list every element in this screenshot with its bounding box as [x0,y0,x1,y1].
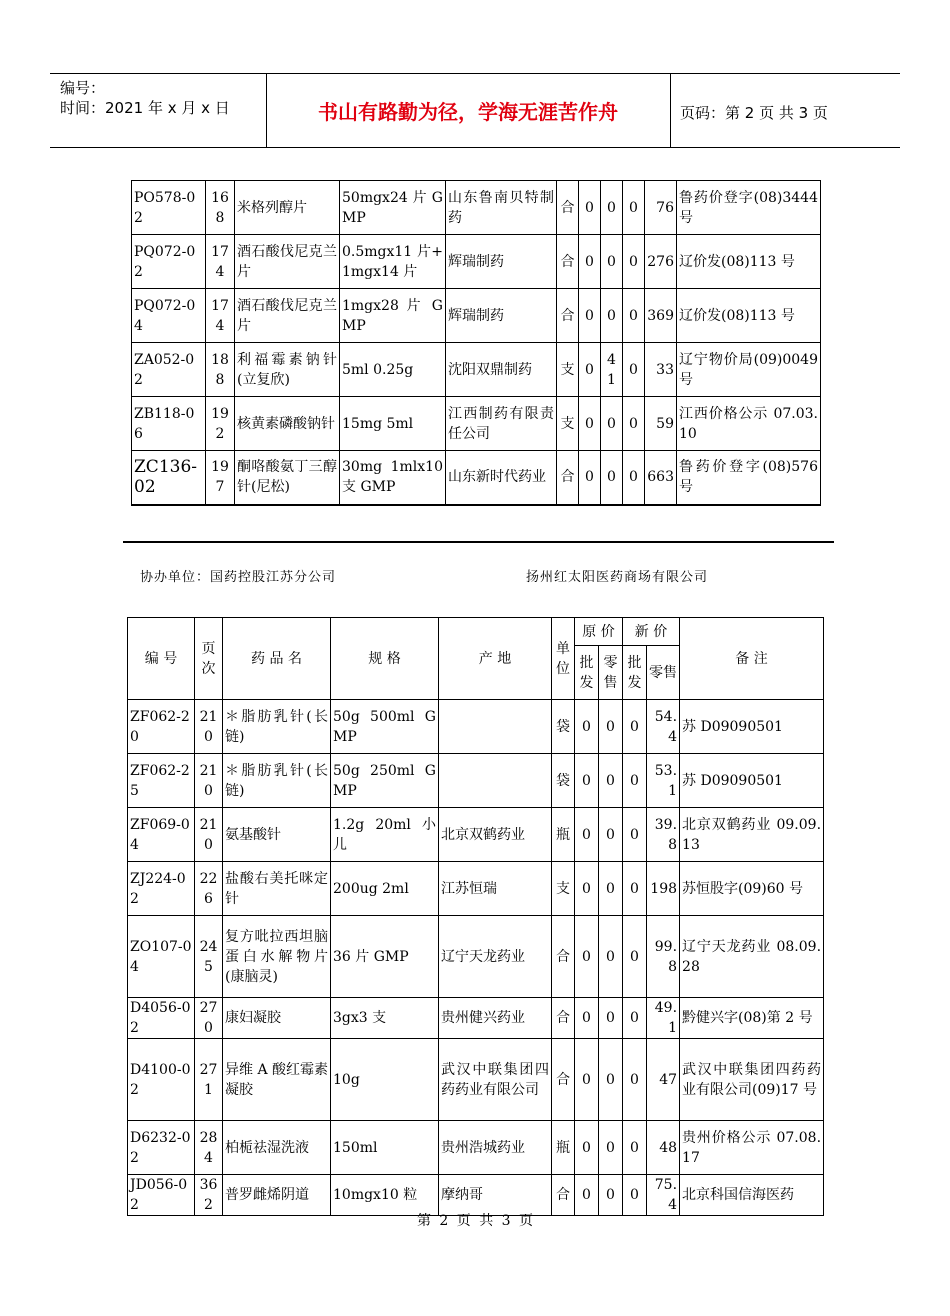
cell-origin [439,754,552,808]
cell-page: 174 [206,289,235,343]
cell-spec: 1mgx28 片 GMP [340,289,446,343]
cell-origin: 沈阳双鼎制药 [446,343,557,397]
cell-unit: 合 [557,289,579,343]
cell-origin: 武汉中联集团四药药业有限公司 [439,1039,552,1121]
cell-page: 284 [195,1121,223,1175]
cell-note: 鲁药价登字(08)3444 号 [677,181,821,235]
cell-note: 辽价发(08)113 号 [677,235,821,289]
table-row [128,754,824,808]
cooperation-right: 扬州红太阳医药商场有限公司 [526,570,709,585]
cell-page: 210 [195,700,223,754]
cell-name: 酮咯酸氨丁三醇针(尼松) [235,451,340,505]
price-table [127,617,824,1216]
table-row [128,916,824,998]
cell-unit: 合 [557,451,579,505]
cell-spec: 50g 500ml GMP [331,700,439,754]
cell-old-retail: 0 [601,397,623,451]
header-new-retail: 零售 [647,646,680,700]
cell-note: 辽价发(08)113 号 [677,289,821,343]
cell-origin: 辉瑞制药 [446,289,557,343]
cell-old-wholesale: 0 [579,343,601,397]
cell-origin: 山东鲁南贝特制药 [446,181,557,235]
cell-new-retail: 48 [647,1121,680,1175]
cell-spec: 0.5mgx11 片+1mgx14 片 [340,235,446,289]
cell-note: 辽宁天龙药业 08.09.28 [680,916,824,998]
cell-code: D6232-02 [128,1121,195,1175]
cell-new-wholesale: 0 [623,916,647,998]
cell-page: 245 [195,916,223,998]
cell-page: 226 [195,862,223,916]
table-row [128,1039,824,1121]
cell-old-retail: 0 [601,181,623,235]
cell-new-retail: 76 [645,181,677,235]
header-old-price: 原 价 [575,618,623,646]
cell-name: 核黄素磷酸钠针 [235,397,340,451]
header-name: 药 品 名 [223,618,331,700]
cell-unit: 合 [557,235,579,289]
cell-note: 鲁药价登字(08)576 号 [677,451,821,505]
table-row [132,397,821,451]
cell-new-retail: 59 [645,397,677,451]
cell-old-wholesale: 0 [579,451,601,505]
cell-name: 康妇凝胶 [223,998,331,1039]
cell-origin: 北京双鹤药业 [439,808,552,862]
header-code: 编 号 [128,618,195,700]
cell-note: 北京科国信海医药 [680,1175,824,1216]
cell-spec: 10mgx10 粒 [331,1175,439,1216]
number-label: 编号： [60,79,106,97]
cell-spec: 1.2g 20ml 小儿 [331,808,439,862]
cell-new-wholesale: 0 [623,754,647,808]
cell-unit: 瓶 [552,808,575,862]
cell-note: 苏 D09090501 [680,754,824,808]
header-new-wholesale: 批发 [623,646,647,700]
cell-old-wholesale: 0 [575,1175,599,1216]
cell-spec: 36 片 GMP [331,916,439,998]
cell-new-retail: 54.4 [647,700,680,754]
cell-old-wholesale: 0 [575,1039,599,1121]
cell-page: 174 [206,235,235,289]
cell-name: 异维 A 酸红霉素凝胶 [223,1039,331,1121]
cell-new-retail: 47 [647,1039,680,1121]
cell-unit: 合 [552,1039,575,1121]
cell-note: 北京双鹤药业 09.09.13 [680,808,824,862]
cell-new-retail: 53.1 [647,754,680,808]
cell-unit: 袋 [552,700,575,754]
cell-spec: 30mg 1mlx10 支 GMP [340,451,446,505]
cell-new-wholesale: 0 [623,862,647,916]
cell-note: 武汉中联集团四药药业有限公司(09)17 号 [680,1039,824,1121]
cell-new-retail: 369 [645,289,677,343]
cell-new-wholesale: 0 [623,343,645,397]
cell-old-retail: 0 [599,700,623,754]
cell-note: 苏 D09090501 [680,700,824,754]
cell-spec: 3gx3 支 [331,998,439,1039]
cell-old-wholesale: 0 [575,998,599,1039]
cell-unit: 合 [552,998,575,1039]
cell-unit: 支 [557,397,579,451]
cell-code: PO578-02 [132,181,206,235]
cell-spec: 10g [331,1039,439,1121]
cell-code: D4056-02 [128,998,195,1039]
cell-old-wholesale: 0 [575,700,599,754]
cell-page: 271 [195,1039,223,1121]
header-note: 备 注 [680,618,824,700]
cell-unit: 袋 [552,754,575,808]
cell-new-retail: 276 [645,235,677,289]
cell-old-wholesale: 0 [575,808,599,862]
cell-code: PQ072-04 [132,289,206,343]
cell-code: JD056-02 [128,1175,195,1216]
cell-unit: 合 [557,181,579,235]
cell-name: 米格列醇片 [235,181,340,235]
cell-name: 盐酸右美托咪定针 [223,862,331,916]
cell-origin: 贵州健兴药业 [439,998,552,1039]
price-table-continued [131,180,821,506]
cell-origin: 辽宁天龙药业 [439,916,552,998]
cell-new-retail: 75.4 [647,1175,680,1216]
cell-new-retail: 99.8 [647,916,680,998]
cell-new-retail: 663 [645,451,677,505]
header-new-price: 新 价 [623,618,680,646]
header-page: 页次 [195,618,223,700]
cell-spec: 15mg 5ml [340,397,446,451]
table-row [132,451,821,505]
cell-origin [439,700,552,754]
cell-old-wholesale: 0 [575,754,599,808]
cell-unit: 合 [552,1175,575,1216]
cell-old-retail: 0 [599,998,623,1039]
cell-new-retail: 33 [645,343,677,397]
cell-old-retail: 0 [599,1039,623,1121]
cell-name: 柏栀祛湿洗液 [223,1121,331,1175]
cell-new-retail: 49.1 [647,998,680,1039]
time-label: 时间：2021 年 x 月 x 日 [60,99,230,117]
cell-note: 黔健兴字(08)第 2 号 [680,998,824,1039]
cell-name: 酒石酸伐尼克兰片 [235,235,340,289]
cell-old-wholesale: 0 [579,289,601,343]
table-row [132,289,821,343]
cell-page: 197 [206,451,235,505]
cell-new-wholesale: 0 [623,397,645,451]
cell-note: 苏恒股字(09)60 号 [680,862,824,916]
table-row [128,1121,824,1175]
cell-origin: 江苏恒瑞 [439,862,552,916]
cell-origin: 江西制药有限责任公司 [446,397,557,451]
cell-new-wholesale: 0 [623,808,647,862]
cell-note: 辽宁物价局(09)0049 号 [677,343,821,397]
cell-new-retail: 198 [647,862,680,916]
cell-old-retail: 0 [599,754,623,808]
cell-old-retail: 41 [601,343,623,397]
cell-unit: 瓶 [552,1121,575,1175]
document-header [50,73,900,148]
cell-code: ZF069-04 [128,808,195,862]
table-row [128,700,824,754]
cell-new-wholesale: 0 [623,998,647,1039]
cell-unit: 支 [557,343,579,397]
cell-name: 利福霉素钠针(立复欣) [235,343,340,397]
header-old-retail: 零售 [599,646,623,700]
cell-old-wholesale: 0 [579,181,601,235]
cell-code: ZA052-02 [132,343,206,397]
cell-code: ZF062-25 [128,754,195,808]
cell-name: 酒石酸伐尼克兰片 [235,289,340,343]
cell-old-retail: 0 [599,1175,623,1216]
cell-new-wholesale: 0 [623,1121,647,1175]
header-divider [670,74,671,147]
cell-unit: 支 [552,862,575,916]
cell-new-wholesale: 0 [623,1039,647,1121]
cell-new-wholesale: 0 [623,1175,647,1216]
cell-name: 普罗雌烯阴道 [223,1175,331,1216]
cell-name: 复方吡拉西坦脑蛋白水解物片(康脑灵) [223,916,331,998]
table-row [128,862,824,916]
cell-old-wholesale: 0 [575,1121,599,1175]
cell-origin: 贵州浩城药业 [439,1121,552,1175]
cell-new-retail: 39.8 [647,808,680,862]
cell-old-wholesale: 0 [575,862,599,916]
table-row [128,808,824,862]
cell-old-retail: 0 [601,289,623,343]
table-row [132,181,821,235]
header-page-info: 页码：第 2 页 共 3 页 [680,104,828,122]
cell-name: ＊脂肪乳针(长链) [223,700,331,754]
header-motto: 书山有路勤为径，学海无涯苦作舟 [318,100,618,124]
cell-old-retail: 0 [601,235,623,289]
cell-spec: 50g 250ml GMP [331,754,439,808]
table-row [132,235,821,289]
cell-page: 362 [195,1175,223,1216]
page-footer: 第 2 页 共 3 页 [416,1213,534,1229]
cell-old-retail: 0 [599,862,623,916]
cell-name: 氨基酸针 [223,808,331,862]
cell-new-wholesale: 0 [623,700,647,754]
cell-old-wholesale: 0 [579,397,601,451]
cell-new-wholesale: 0 [623,181,645,235]
cell-code: ZJ224-02 [128,862,195,916]
cell-origin: 摩纳哥 [439,1175,552,1216]
cell-spec: 5ml 0.25g [340,343,446,397]
cell-page: 270 [195,998,223,1039]
cell-new-wholesale: 0 [623,289,645,343]
cooperation-left: 协办单位：国药控股江苏分公司 [140,570,337,585]
cell-origin: 山东新时代药业 [446,451,557,505]
cell-page: 168 [206,181,235,235]
cell-page: 192 [206,397,235,451]
cell-unit: 合 [552,916,575,998]
cell-old-retail: 0 [599,808,623,862]
cell-origin: 辉瑞制药 [446,235,557,289]
header-unit: 单位 [552,618,575,700]
header-meta [60,78,265,118]
section-divider [123,541,834,543]
cell-code: PQ072-02 [132,235,206,289]
cell-old-retail: 0 [599,916,623,998]
cell-name: ＊脂肪乳针(长链) [223,754,331,808]
cell-new-wholesale: 0 [623,451,645,505]
header-spec: 规 格 [331,618,439,700]
table-row [132,343,821,397]
cell-old-wholesale: 0 [579,235,601,289]
header-origin: 产 地 [439,618,552,700]
cell-code: ZF062-20 [128,700,195,754]
header-old-wholesale: 批发 [575,646,599,700]
cell-spec: 200ug 2ml [331,862,439,916]
cell-code: D4100-02 [128,1039,195,1121]
cell-old-retail: 0 [601,451,623,505]
cell-code: ZO107-04 [128,916,195,998]
cell-note: 贵州价格公示 07.08.17 [680,1121,824,1175]
cell-code: ZC136-02 [132,451,206,505]
cell-page: 210 [195,754,223,808]
cell-old-wholesale: 0 [575,916,599,998]
cell-old-retail: 0 [599,1121,623,1175]
cell-note: 江西价格公示 07.03.10 [677,397,821,451]
cell-spec: 50mgx24 片 GMP [340,181,446,235]
cell-page: 188 [206,343,235,397]
cell-page: 210 [195,808,223,862]
cell-spec: 150ml [331,1121,439,1175]
cell-code: ZB118-06 [132,397,206,451]
cell-new-wholesale: 0 [623,235,645,289]
table-row [128,998,824,1039]
